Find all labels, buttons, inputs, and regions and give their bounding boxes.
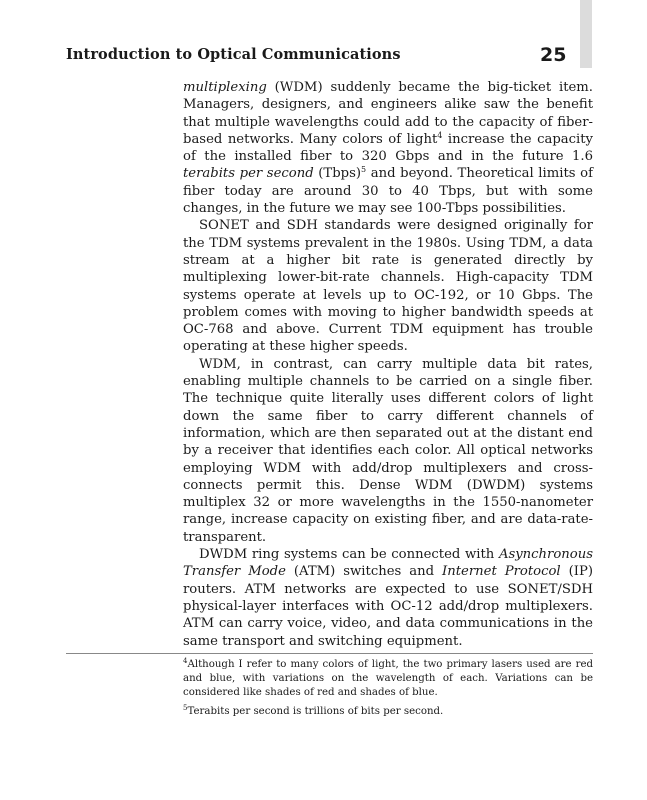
page-edge-tab bbox=[580, 0, 592, 68]
footnote-ref-4: 4 bbox=[437, 130, 443, 140]
page-number: 25 bbox=[540, 44, 567, 66]
footnote-mark-5: 5 bbox=[183, 704, 188, 712]
text-span: DWDM ring systems can be connected with bbox=[199, 547, 499, 563]
term-ip: Internet Protocol bbox=[442, 564, 561, 580]
text-span: (ATM) switches and bbox=[285, 564, 443, 580]
text-span: (IP) routers. ATM networks are expected to use SONET/SDH physical-layer interfaces with OC-12 add/drop multiplexers. ATM can carry voice, video, and data communications in the same transport and switching equipment. bbox=[183, 564, 593, 649]
running-header-title: Introduction to Optical Communications bbox=[66, 46, 401, 63]
term-atm: Asynchronous Transfer Mode bbox=[183, 547, 593, 580]
term-terabits: terabits per second bbox=[183, 166, 314, 182]
text-span: and beyond. Theoretical limits of fiber today are around 30 to 40 Tbps, but with some changes, in the future we may see 100-Tbps possibilities. bbox=[183, 166, 593, 217]
text-span: (Tbps) bbox=[313, 166, 362, 182]
paragraph-1 bbox=[183, 79, 593, 217]
text-span: (WDM) suddenly became the big-ticket item. Managers, designers, and engineers alike saw the benefit that multiple wavelengths could add to the capacity of fiber-based networks. Many colors of light bbox=[183, 80, 593, 147]
text-span: increase the capacity of the installed fiber to 320 Gbps and in the future 1.6 bbox=[183, 131, 594, 165]
footnote-divider bbox=[66, 653, 593, 654]
paragraph-2: SONET and SDH standards were designed originally for the TDM systems prevalent in the 1980s. Using TDM, a data stream at a higher bit rate is generated directly by multiplexing lower-bit-rate channels. High-capacity TDM systems operate at levels up to OC-192, or 10 Gbps. The problem comes with moving to higher bandwidth speeds at OC-768 and above. Current TDM equipment has trouble operating at these higher speeds. bbox=[183, 218, 593, 355]
footnote-4-text: Although I refer to many colors of light, the two primary lasers used are red and blue, with variations on the wavelength of each. Variations can be considered like shades of red and shades of blue. bbox=[183, 659, 593, 698]
footnote-5 bbox=[183, 705, 593, 719]
footnote-mark-4: 4 bbox=[183, 657, 188, 665]
footnote-5-text: Terabits per second is trillions of bits per second. bbox=[187, 706, 444, 717]
body-text bbox=[183, 79, 593, 650]
paragraph-4 bbox=[183, 546, 593, 650]
term-multiplexing: multiplexing bbox=[183, 80, 267, 95]
footnotes bbox=[183, 658, 593, 724]
paragraph-3: WDM, in contrast, can carry multiple data bit rates, enabling multiple channels to be carried on a single fiber. The technique quite literally uses different colors of light down the same fiber to carry different channels of information, which are then separated out at the distant end by a receiver that identifies each color. All optical networks employing WDM with add/drop multiplexers and cross-connects permit this. Dense WDM (DWDM) systems multiplex 32 or more wavelengths in the 1550-nanometer range, increase capacity on existing fiber, and are data-rate-transparent. bbox=[183, 356, 593, 545]
footnote-4 bbox=[183, 658, 593, 700]
footnote-ref-5: 5 bbox=[361, 165, 367, 175]
